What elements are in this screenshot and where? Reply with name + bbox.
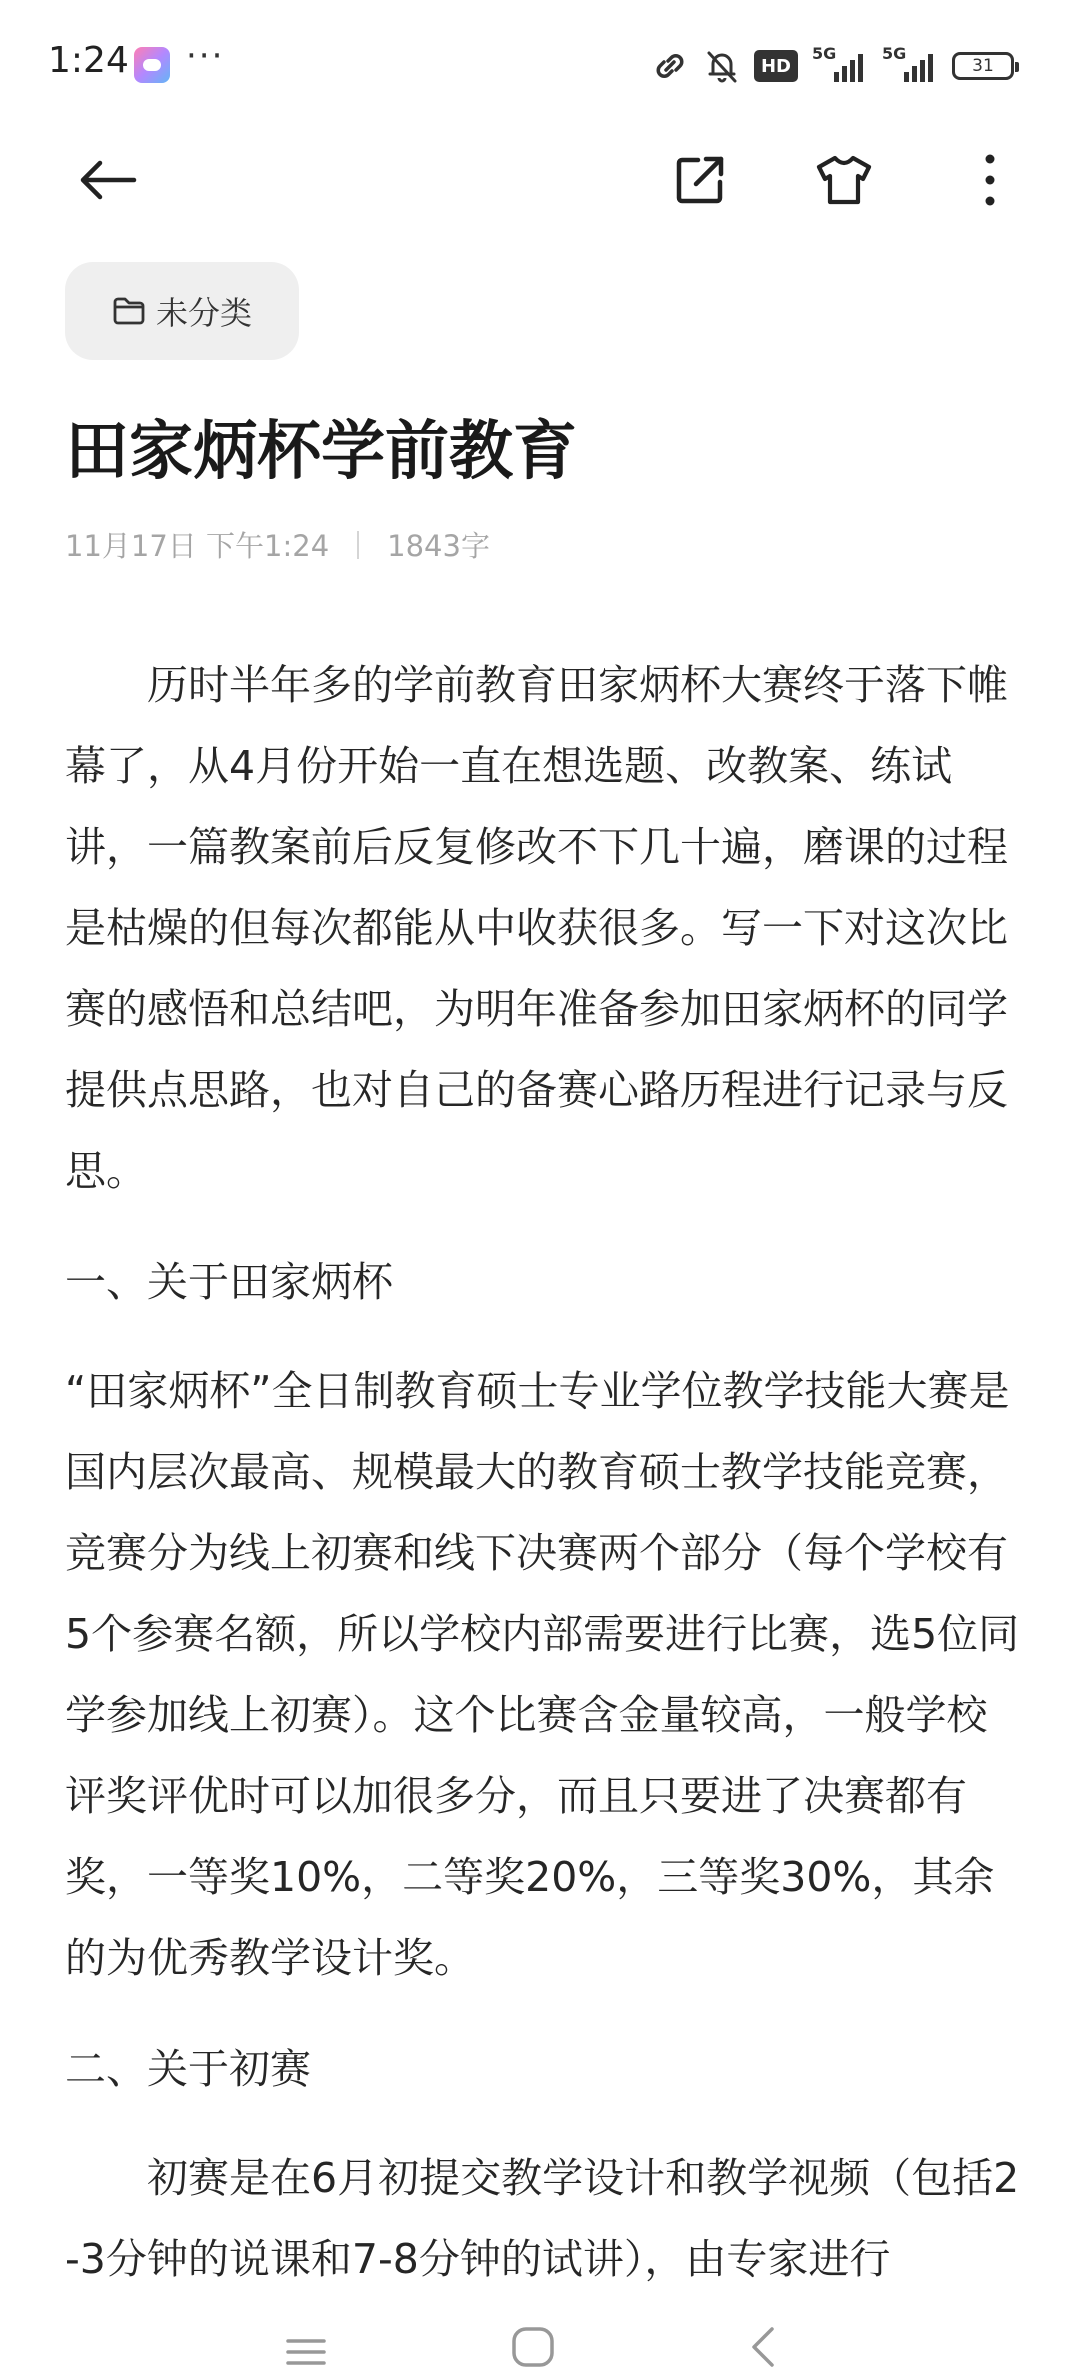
signal-sim1 [812,44,868,84]
share-button[interactable] [652,132,748,228]
battery-icon [952,52,1014,80]
signal-sim2 [882,44,938,84]
note-meta [65,524,490,565]
folder-icon [112,296,146,326]
hd-voice-badge: HD [754,50,798,82]
share-export-icon [674,154,726,206]
back-chevron-icon[interactable] [748,2325,778,2369]
theme-button[interactable] [796,132,892,228]
paragraph-preliminary: 初赛是在6月初提交教学设计和教学视频（包括2-3分钟的说课和7-8分钟的试讲），由专家进行 [65,2154,1020,2283]
gesture-navigation-bar [0,2307,1080,2377]
meta-divider [357,531,359,559]
signal-bars-icon [904,54,933,82]
t-shirt-icon [815,154,873,206]
battery-level: 31 [972,56,994,76]
signal-bars-icon [834,54,863,82]
home-square-icon[interactable] [510,2325,556,2369]
game-app-icon [134,47,170,83]
sim2-network-label: 5G [882,44,907,63]
status-bar [0,0,1080,130]
more-vertical-icon [983,153,997,207]
note-title[interactable]: 田家炳杯学前教育 [65,415,577,489]
menu-lines-icon[interactable] [284,2335,328,2369]
note-date: 11月17日 下午1:24 [65,529,330,563]
paragraph-intro: 历时半年多的学前教育田家炳杯大赛终于落下帷幕了，从4月份开始一直在想选题、改教案、练试讲，一篇教案前后反复修改不下几十遍，磨课的过程是枯燥的但每次都能从中收获很多。写一下对这次比赛的感悟和总结吧，为明年准备参加田家炳杯的同学提供点思路，也对自己的备赛心路历程进行记录与反思。 [65,661,1008,1195]
status-more-indicator: ··· [186,36,225,76]
arrow-left-icon [78,158,138,202]
word-count: 1843字 [387,529,490,563]
more-options-button[interactable] [942,132,1038,228]
category-chip[interactable] [65,262,299,360]
category-label: 未分类 [155,294,252,332]
status-icons [650,44,1014,88]
section-heading-2: 二、关于初赛 [65,2045,311,2093]
status-time: 1:24 [48,40,129,81]
sim1-network-label: 5G [812,44,837,63]
section-heading-1: 一、关于田家炳杯 [65,1258,393,1306]
bell-muted-icon [704,47,740,85]
back-button[interactable] [60,132,156,228]
note-body[interactable] [65,645,1023,2300]
link-icon [650,48,690,84]
paragraph-about-competition: “田家炳杯”全日制教育硕士专业学位教学技能大赛是国内层次最高、规模最大的教育硕士教学技能竞赛，竞赛分为线上初赛和线下决赛两个部分（每个学校有5个参赛名额，所以学校内部需要进行比赛，选5位同学参加线上初赛）。这个比赛含金量较高，一般学校评奖评优时可以加很多分，而且只要进了决赛都有奖，一等奖10%，二等奖20%，三等奖30%，其余的为优秀教学设计奖。 [65,1367,1020,1982]
